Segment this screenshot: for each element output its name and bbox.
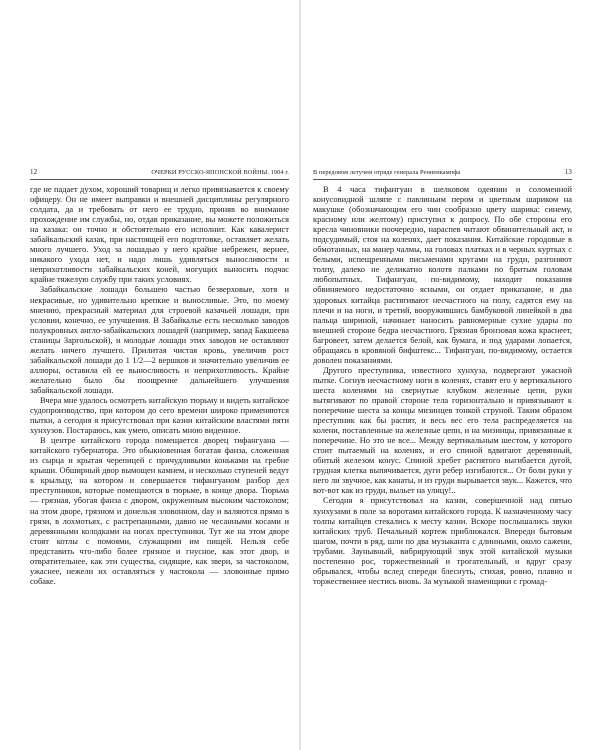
page-gutter [299,0,301,750]
paragraph: Сегодня я присутствовал на казни, совершенной над пятью хунхузами в поле за воротами китайского города. К назначенному часу толпы китайцев стекались к месту казни. Вскоре послышались звуки китайских труб. Печальный кортеж приближался. Впереди бытовым шагом, почти в ряд, шли по два музыканта с длинными, около сажени, трубами. Заунывный, вибрирующий звук этой китайской музыки постепенно рос, торжественный и трогательный, и вдруг сразу обрывался, чтобы вслед спереди блеснуть, стихая, ровно, плавно и торжественнее нестись вновь. За музыкой знаменщики с громад- [313,495,572,586]
paragraph: В 4 часа тифангуан в шелковом одеянии и соломенной конусовидной шляпе с павлиньим пером и цветным шариком на макушке (обозначающим его чин сообразно цвету шарика: синему, красному или желтому) приступил к допросу. По обе стороны его кресла чиновники поочередно, нараспев читают обвинительный акт, и подсудимый, стоя на коленях, дает показания. Китайские городовые в обмотанных, на манер чалмы, на головах платках и в черных куртках с белыми, испещренными письменами кругами на груди, разгоняют толпу, далеко не деликатно колотя палками по бритым головам любопытных. Тифангуан, по-видимому, находит показания обвиняемого недостаточно ясными, он отдает приказание, и два здоровых китайца растягивают несчастного на полу, садятся ему на плечи и на ноги, и третий, вооружившись бамбуковой линейкой в два пальца шириной, начинает наносить равномерные сухие удары по внешней стороне бедра несчастного. Грязная бронзовая кожа краснеет, багровеет, затем делается белой, как бумага, и под ударами лопается, обращаясь в кровяной бифштекс... Тифангуан, по-видимому, остается доволен показаниями. [313,184,572,365]
right-page [313,168,572,586]
left-running-title: ОЧЕРКИ РУССКО-ЯПОНСКОЙ ВОЙНЫ. 1904 г. [151,169,289,176]
left-page-header [30,168,289,180]
right-running-title: В передовом летучем отряде генерала Ренненкампфа [313,169,461,176]
left-page-body [30,184,289,586]
right-page-number: 13 [564,168,572,176]
left-page [30,168,289,586]
paragraph: Вчера мне удалось осмотреть китайскую тюрьму и видеть китайское судопроизводство, при котором до сего времени широко применяются пытки, а сегодня я присутствовал при казни китайским властями пяти хунхузов. Постараюсь, как умею, описать мною виденное. [30,394,289,436]
right-page-body [313,184,572,586]
left-page-number: 12 [30,168,38,176]
paragraph: В центре китайского города помещается дворец тифангуана — китайского губернатора. Это обыкновенная богатая фанза, сложенная из сырца и крытая черепицей с причудливыми коньками на гребне крыши. Обширный двор вымощен камнем, и несколько ступеней ведут к крыльцу, на котором и совершается тифангуаном разбор дел преступников, которые помещаются в тюрьме, в конце двора. Тюрьма — грязная, убогая фанза с двором, окруженным высоким частоколом; на этом дворе, грязном и донельзя зловонном, day и валяются прямо в грязи, в лохмотьях, с растрепанными, давно не чесанными косами и деревянными колодками на ногах преступники. Тут же на этом дворе стоят котлы с помоями, служащими им пищей. Нельзя себе представить что-либо более грязное и гнусное, как этот двор, и отвратительнее, как эти существа, сидящие, как звери, за частоколом, ужаснее, нежели их оставляться у частокола — зловонные прямо собаке. [30,435,289,586]
paragraph: где не падает духом, хороший товарищ и легко привязывается к своему офицеру. Он не имеет выправки и внешней дисциплины регулярного солдата, да и требовать от него ее трудно, приняв во внимание прохождение им службы, но, отдав приказание, вы можете положиться на казака: он точно и обстоятельно его исполнит. Как кавалерист забайкальский казак, при настоящей его подготовке, оставляет желать много лучшего. Уход за лошадью у него крайне небрежен, вернее, никакого ухода нет, и надо лишь удивляться выносливости и неприхотливости забайкальских коней, могущих выносить подчас крайне тяжелую службу при таких условиях. [30,184,289,285]
paragraph: Забайкальские лошади большею частью безверховые, хотя и некрасивые, но удивительно крепкие и выносливые. Это, по моему мнению, прекрасный материал для строевой казачьей лошади, при условии, конечно, ее улучшения. В Забайкалье есть несколько заводов полукровных англо-забайкальских лошадей (например, запад Бакшеева станицы Заргольской), и молодые лошади этих заводов не оставляют желать ничего лучшего. Прилитая чистая кровь, увеличив рост забайкальской лошади до 1 1/2—2 вершков и значительно увеличив ее аллюры, оставила ей ее выносливость и неприхотливость. Крайне желательно было бы поощрение дальнейшего улучшения забайкальской лошади. [30,284,289,395]
paragraph: Другого преступника, известного хунхуза, подвергают ужасной пытке. Согнув несчастному ноги в коленях, ставят его у вертикального шеста коленями на свернутые клубком железные цепи, руки вытягивают по правой стороне тела горизонтально и привязывают к поперечине шеста за концы мизинцев тонкой струной. Таким образом преступник как бы распят, и весь вес его тела распределяется на колени, поставленные на железные цепи, и на мизинцы, привязанные к поперечине. Но это не все... Между вертикальным шестом, у которого стоит пытаемый на коленях, и его спиной вдвигают деревянный, обитый железом конус. Спиной хребет распятого выгибается дугой, грудная клетка выпячивается, дуги ребер изгибаются... От боли руки у него ли звучное, как канаты, и из груди вырывается звук... Кажется, что вот-вот как из груди, выльет на улицу!.. [313,364,572,496]
right-page-header [313,168,572,180]
